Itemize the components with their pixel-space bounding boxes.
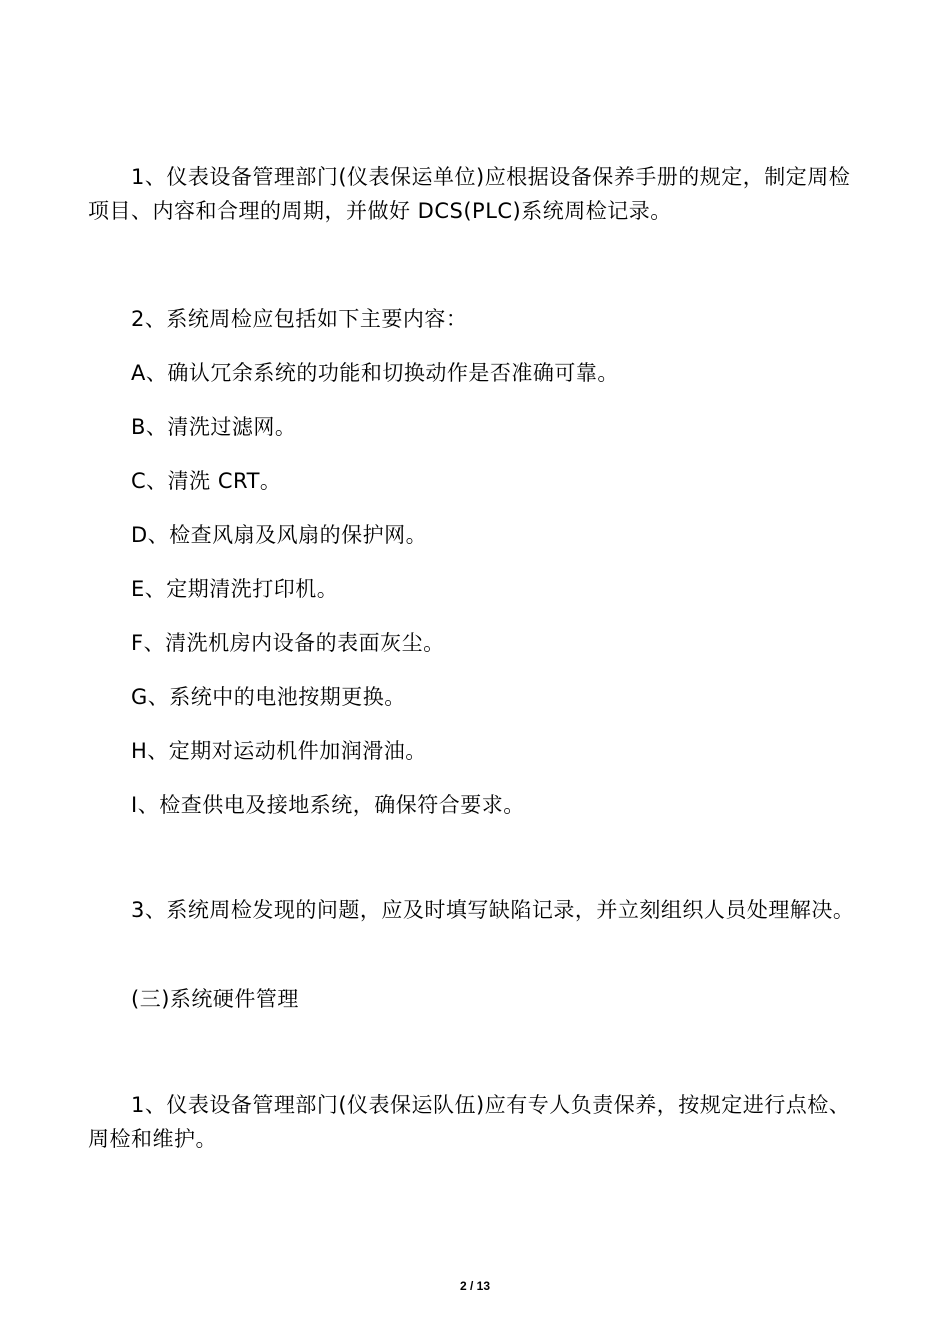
section-heading: (三)系统硬件管理 — [131, 987, 299, 1011]
paragraph-weekly-inspection-items: 1、仪表设备管理部门(仪表保运单位)应根据设备保养手册的规定，制定周检项目、内容和合理的周期，并做好 DCS(PLC)系统周检记录。 — [88, 165, 851, 223]
list-item: C、清洗 CRT。 — [131, 469, 282, 493]
list-item: D、检查风扇及风扇的保护网。 — [131, 523, 428, 547]
list-item: H、定期对运动机件加润滑油。 — [131, 739, 427, 763]
list-item: E、定期清洗打印机。 — [131, 577, 339, 601]
paragraph-inspection-contents-intro: 2、系统周检应包括如下主要内容： — [131, 307, 468, 331]
list-item: F、清洗机房内设备的表面灰尘。 — [131, 631, 445, 655]
list-item: I、检查供电及接地系统，确保符合要求。 — [131, 793, 525, 817]
list-item: G、系统中的电池按期更换。 — [131, 685, 406, 709]
list-item: A、确认冗余系统的功能和切换动作是否准确可靠。 — [131, 361, 619, 385]
list-item: B、清洗过滤网。 — [131, 415, 297, 439]
page-number: 2 / 13 — [459, 1279, 491, 1293]
paragraph-hardware-maintenance: 1、仪表设备管理部门(仪表保运队伍)应有专人负责保养，按规定进行点检、周检和维护。 — [88, 1093, 851, 1151]
paragraph-defect-record: 3、系统周检发现的问题，应及时填写缺陷记录，并立刻组织人员处理解决。 — [131, 898, 855, 922]
